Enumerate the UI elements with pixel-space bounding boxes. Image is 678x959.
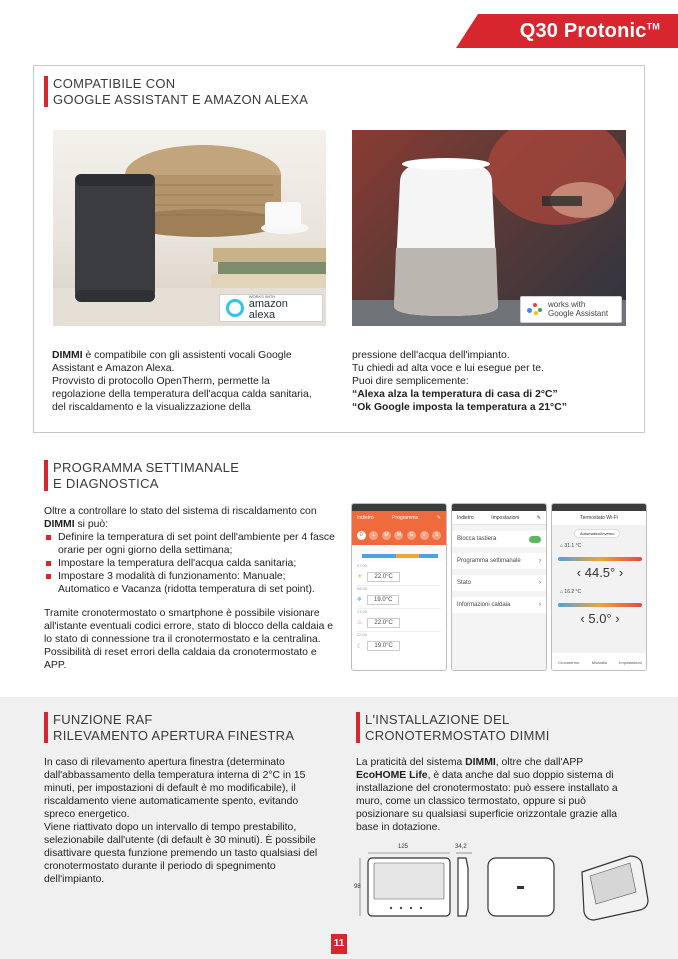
page-number: 11 <box>331 934 347 954</box>
outdoor-temp: ⌂ 16.2 °C <box>560 589 582 595</box>
weekly-program-text: Oltre a controllare lo stato del sistema di riscaldamento con DIMMI si può: Definire la temperatura di set point dell'ambiente per 4 fasce orarie per ogni giorno della settimana; Impostare la temperatura dell'acqua calda sanitaria; Impostare 3 modalità di funzionamento: Manuale; Automatico e Vacanza (ridotta temperatura di set point). Tramite cronotermostato o smartphone è possibile visionare all'istante eventuali codici errore, stato di blocco della caldaia e lo stato di connessione tra il cronotermostato e la centralina. Possibilità di reset errori della caldaia da cronotermostato e APP. <box>44 506 335 671</box>
list-item: Definire la temperatura di set point dell'ambiente per 4 fasce orarie per ogni giorno della settimana; <box>44 531 336 557</box>
compatibility-heading: COMPATIBILE CON GOOGLE ASSISTANT E AMAZON ALEXA <box>44 76 308 107</box>
compatibility-text-left: DIMMI è compatibile con gli assistenti vocali Google Assistant e Amazon Alexa. Provvisto di protocollo OpenTherm, permette la regolazione della temperatura dell'acqua calda sanitaria, del riscaldamento e la visualizzazione della <box>52 350 312 413</box>
settings-item: Programma settimanale › <box>452 553 546 569</box>
program-row: ☾ 19.0°C <box>357 637 441 655</box>
list-item: Impostare 3 modalità di funzionamento: Manuale; Automatico e Vacanza (ridotta temperatura di set point). <box>44 570 336 596</box>
phone-screen-thermostat: Termostato Wi-Fi Automatico/Inverno ⌂ 31.1 °C ‹ 44.5° › ⌂ 16.2 °C ‹ 5.0° › Cronotermo Modalità Impostazioni <box>551 503 647 671</box>
setpoint-display: ‹ 44.5° › <box>576 565 624 580</box>
weekly-program-heading: PROGRAMMA SETTIMANALE E DIAGNOSTICA <box>44 460 239 491</box>
chevron-right-icon: › <box>539 602 541 608</box>
google-home-photo <box>352 130 626 326</box>
chevron-right-icon: › <box>539 558 541 564</box>
phone-screen-settings: Indietro Impostazioni ✎ Blocca tastiera Programma settimanale › Stato › Informazioni caldaia › <box>451 503 547 671</box>
toggle-icon <box>529 536 541 543</box>
edit-icon: ✎ <box>536 514 541 521</box>
settings-item: Blocca tastiera <box>452 531 546 547</box>
raf-text: In caso di rilevamento apertura finestra (determinato dall'abbassamento della temperatura interna di 2°C in 15 minuti, per impostazioni di default è mo modificabile), il riscaldamento viene automaticamente spento, evitando spreco energetico. Viene riattivato dopo un intervallo di tempo prestabilito, selezionabile dall'utente (di default è 30 minuti). È possibile disattivare questa funzione premendo un tasto qualsiasi del cronotermostato durante il periodo di spegnimento dell'impianto. <box>44 757 318 885</box>
installation-text: La praticità del sistema DIMMI, oltre che dall'APP EcoHOME Life, è data anche dal suo doppio sistema di installazione del cronotermostato: può essere installato a muro, come un classico termostato, oppure si può posizionare su qualsiasi superficie orizzontale grazie alla base in dotazione. <box>356 757 618 833</box>
installation-heading: L'INSTALLAZIONE DEL CRONOTERMOSTATO DIMMI <box>356 712 550 743</box>
program-row: ☀ 22.0°C <box>357 568 441 586</box>
room-temp: ⌂ 31.1 °C <box>560 543 582 549</box>
program-row: ❄ 19.0°C <box>357 591 441 609</box>
program-row: ♨ 22.0°C <box>357 614 441 632</box>
compatibility-text-right: pressione dell'acqua dell'impianto. Tu chiedi ad alta voce e lui esegue per te. Puoi dire semplicemente: “Alexa alza la temperatura di casa di 2°C” “Ok Google imposta la temperatura a 21°C” <box>352 350 567 413</box>
header-banner <box>456 14 678 48</box>
compatibility-box <box>33 65 645 433</box>
raf-heading: FUNZIONE RAF RILEVAMENTO APERTURA FINESTRA <box>44 712 294 743</box>
program-bar <box>352 545 446 561</box>
google-assistant-icon <box>527 303 543 317</box>
phone-screen-program: Indietro Programma ✎ D L M M G V S 07:00 ☀ 22.0°C 08:30 ❄ 19.0°C 17:00 ♨ 22.0°C 22:00 ☾ 19.0°C <box>351 503 447 671</box>
edit-icon: ✎ <box>436 515 441 521</box>
settings-item: Stato › <box>452 575 546 591</box>
feature-list <box>44 531 336 596</box>
brand-title: Q30 Protonic™ <box>519 20 660 42</box>
google-assistant-badge: works with Google Assistant <box>520 296 622 323</box>
setpoint2-display: ‹ 5.0° › <box>580 611 620 626</box>
alexa-badge: WORKS WITH amazon alexa <box>219 294 323 322</box>
bottom-nav: Cronotermo Modalità Impostazioni <box>552 653 647 671</box>
settings-item: Informazioni caldaia › <box>452 597 546 613</box>
day-selector: D L M M G V S <box>352 525 446 545</box>
installation-drawings: 125 34,2 98 <box>354 842 654 924</box>
chevron-right-icon: › <box>539 580 541 586</box>
amazon-echo-photo <box>53 130 326 326</box>
list-item: Impostare la temperatura dell'acqua calda sanitaria; <box>44 557 336 570</box>
alexa-icon <box>226 299 244 317</box>
